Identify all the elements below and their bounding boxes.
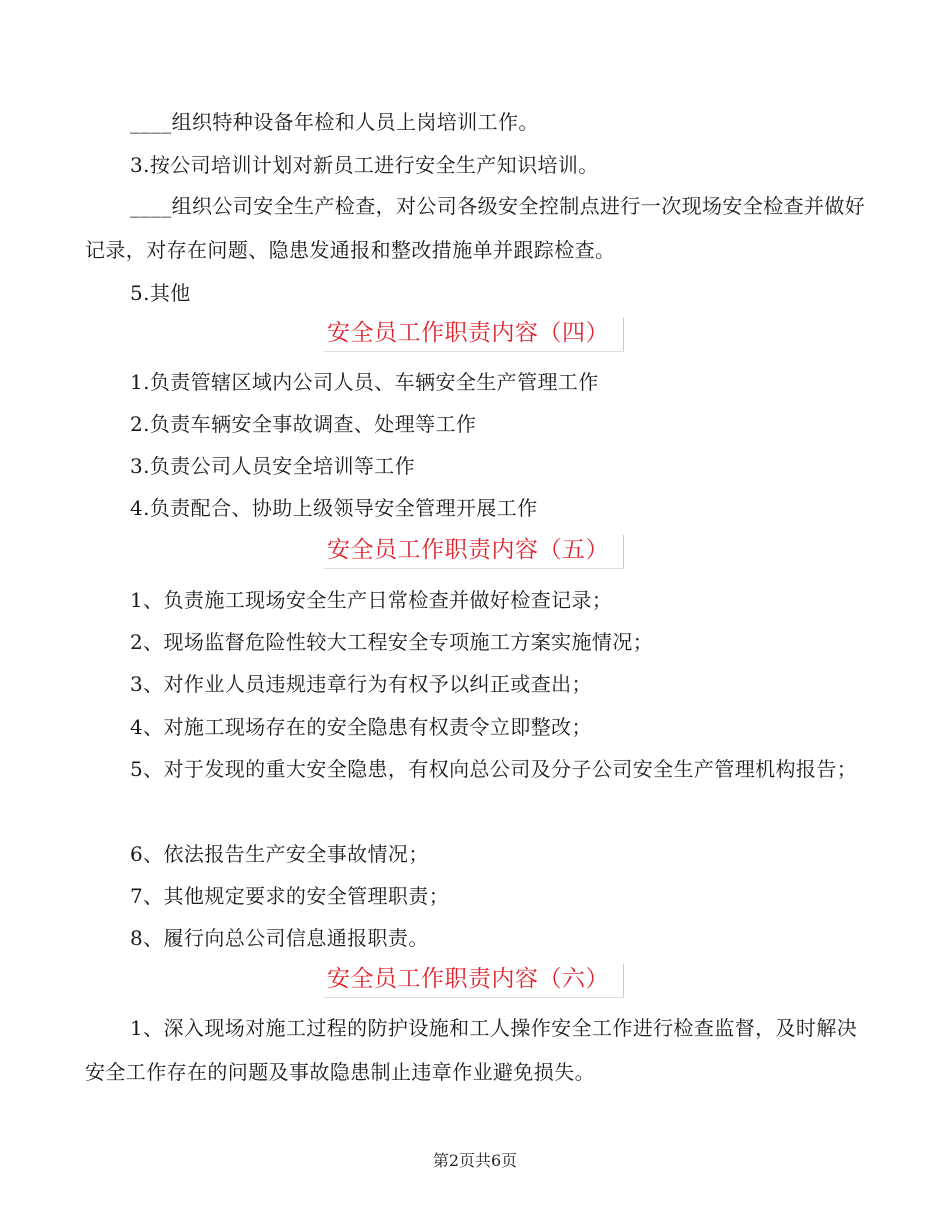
heading-border — [324, 997, 624, 998]
list-item: 3、对作业人员违规违章行为有权予以纠正或查出； — [130, 672, 592, 696]
list-item: 2、现场监督危险性较大工程安全专项施工方案实施情况； — [130, 630, 654, 654]
list-item: 7、其他规定要求的安全管理职责； — [130, 884, 450, 908]
list-item: 1、深入现场对施工过程的防护设施和工人操作安全工作进行检查监督，及时解决安全工作存在的问题及事故隐患制止违章作业避免损失。 — [85, 1016, 858, 1084]
paragraph: 3.按公司培训计划对新员工进行安全生产知识培训。 — [130, 153, 599, 177]
list-item: 4、对施工现场存在的安全隐患有权责令立即整改； — [130, 715, 592, 739]
paragraph: ____组织公司安全生产检查，对公司各级安全控制点进行一次现场安全检查并做好记录，对存在问题、隐患发通报和整改措施单并跟踪检查。 — [85, 194, 866, 262]
section-heading-text: 安全员工作职责内容（六） — [327, 966, 609, 992]
list-item: 1.负责管辖区域内公司人员、车辆安全生产管理工作 — [130, 370, 599, 394]
heading-border — [623, 318, 624, 352]
heading-border — [324, 351, 624, 352]
heading-border — [623, 535, 624, 569]
list-item: 6、依法报告生产安全事故情况； — [130, 842, 429, 866]
heading-border — [623, 964, 624, 998]
page-number: 第2页共6页 — [432, 1151, 518, 1170]
heading-border — [324, 568, 624, 569]
list-item: 4.负责配合、协助上级领导安全管理开展工作 — [130, 496, 538, 520]
paragraph: 5.其他 — [130, 281, 191, 305]
paragraph: ____组织特种设备年检和人员上岗培训工作。 — [130, 110, 539, 134]
list-item: 5、对于发现的重大安全隐患，有权向总公司及分子公司安全生产管理机构报告； — [130, 757, 858, 781]
section-heading-text: 安全员工作职责内容（四） — [327, 320, 609, 346]
list-item: 1、负责施工现场安全生产日常检查并做好检查记录； — [130, 588, 613, 612]
list-item: 8、履行向总公司信息通报职责。 — [130, 926, 429, 950]
section-heading-5 — [324, 535, 624, 565]
section-heading-text: 安全员工作职责内容（五） — [327, 537, 609, 563]
list-item: 2.负责车辆安全事故调查、处理等工作 — [130, 412, 477, 436]
list-item: 3.负责公司人员安全培训等工作 — [130, 454, 416, 478]
section-heading-4 — [324, 318, 624, 348]
section-heading-6 — [324, 964, 624, 994]
